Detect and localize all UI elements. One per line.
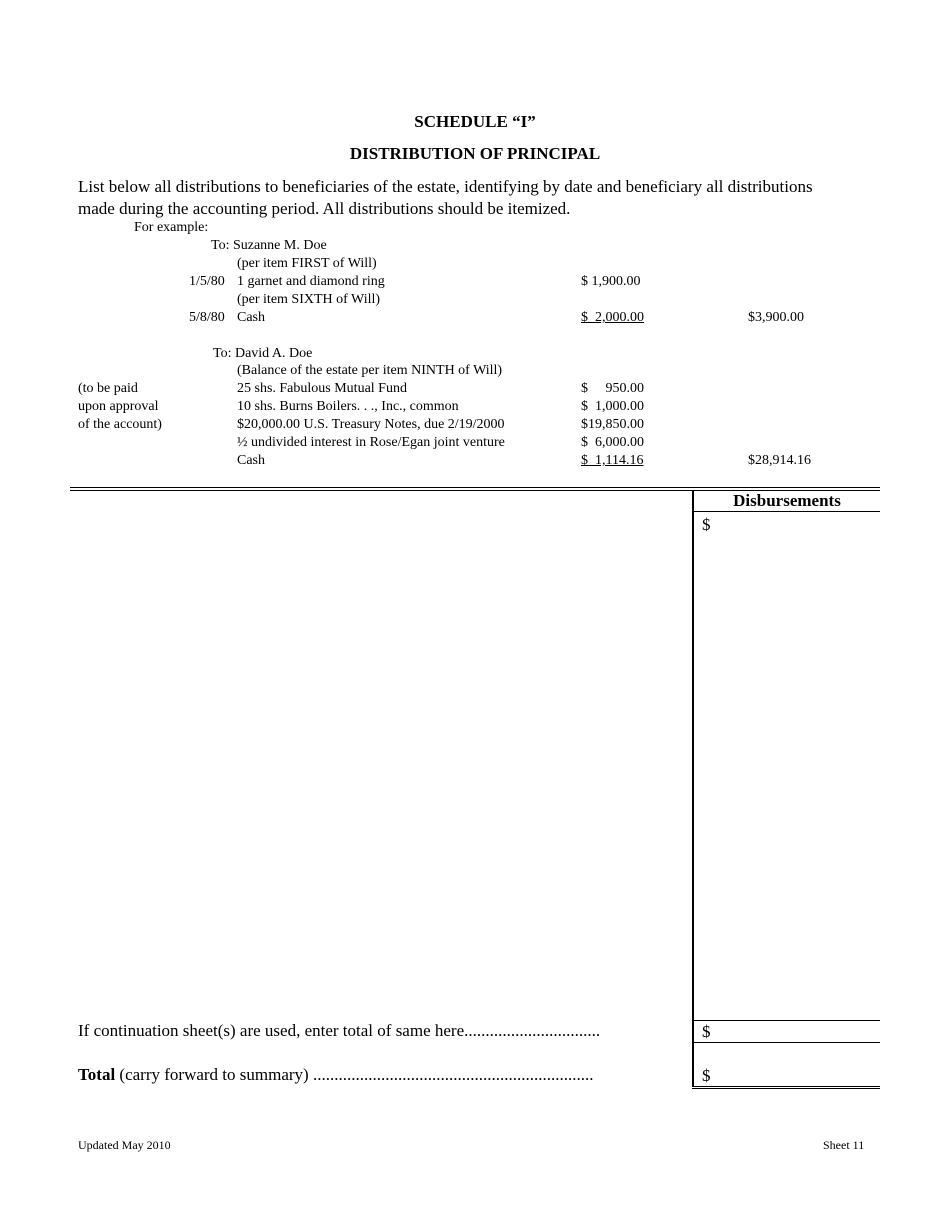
continuation-label: If continuation sheet(s) are used, enter total of same here................................ xyxy=(78,1021,601,1040)
example-amount: $ 1,114.16 xyxy=(581,453,644,468)
description-entry-area[interactable] xyxy=(70,492,690,1012)
total-currency: $ xyxy=(702,1066,711,1085)
continuation-rule xyxy=(692,1042,880,1043)
instructions: List below all distributions to beneficiaries of the estate, identifying by date and beneficiary all distributions made during the accounting period. All distributions should be itemized. xyxy=(78,177,813,218)
footer-updated: Updated May 2010 xyxy=(78,1138,171,1152)
example-side-note: of the account) xyxy=(78,417,162,432)
example-amount: $19,850.00 xyxy=(581,417,644,432)
continuation-currency: $ xyxy=(702,1022,711,1041)
example-date: 1/5/80 xyxy=(189,274,225,289)
example-side-note: (to be paid xyxy=(78,381,138,396)
example-amount: $ 950.00 xyxy=(581,381,644,396)
footer-sheet: Sheet 11 xyxy=(823,1138,865,1152)
example-item: 1 garnet and diamond ring xyxy=(237,274,385,289)
example-beneficiary-1: To: Suzanne M. Doe xyxy=(211,238,327,253)
total-rule xyxy=(692,1086,880,1087)
example-note: (Balance of the estate per item NINTH of Will) xyxy=(237,363,503,378)
example-amount: $ 1,900.00 xyxy=(581,274,641,289)
example-amount: $ 6,000.00 xyxy=(581,435,644,450)
disbursements-entry-area[interactable] xyxy=(694,536,880,1016)
page-title: DISTRIBUTION OF PRINCIPAL xyxy=(349,144,601,163)
example-label: For example: xyxy=(134,220,209,235)
example-item: Cash xyxy=(237,310,265,325)
header-underline xyxy=(694,511,880,512)
example-item: Cash xyxy=(237,453,265,468)
example-note: (per item FIRST of Will) xyxy=(237,256,377,271)
currency-symbol: $ xyxy=(702,515,711,534)
example-date: 5/8/80 xyxy=(189,310,225,325)
example-total: $3,900.00 xyxy=(748,310,804,325)
example-amount: $ 2,000.00 xyxy=(581,310,644,325)
example-item: $20,000.00 U.S. Treasury Notes, due 2/19/2000 xyxy=(237,417,505,432)
total-rule xyxy=(692,1088,880,1089)
disbursements-header: Disbursements xyxy=(733,491,841,510)
table-top-rule xyxy=(70,487,880,488)
example-amount: $ 1,000.00 xyxy=(581,399,644,414)
example-note: (per item SIXTH of Will) xyxy=(237,292,381,307)
schedule-label: SCHEDULE “I” xyxy=(414,112,536,131)
example-beneficiary-2: To: David A. Doe xyxy=(213,346,313,361)
total-field[interactable] xyxy=(716,1064,876,1086)
total-label: Total (carry forward to summary) .................................................................. xyxy=(78,1065,594,1084)
example-total: $28,914.16 xyxy=(748,453,811,468)
example-item: 25 shs. Fabulous Mutual Fund xyxy=(237,381,407,396)
example-side-note: upon approval xyxy=(78,399,159,414)
example-item: 10 shs. Burns Boilers. . ., Inc., common xyxy=(237,399,459,414)
continuation-total-field[interactable] xyxy=(716,1020,876,1042)
example-item: ½ undivided interest in Rose/Egan joint venture xyxy=(237,435,505,450)
